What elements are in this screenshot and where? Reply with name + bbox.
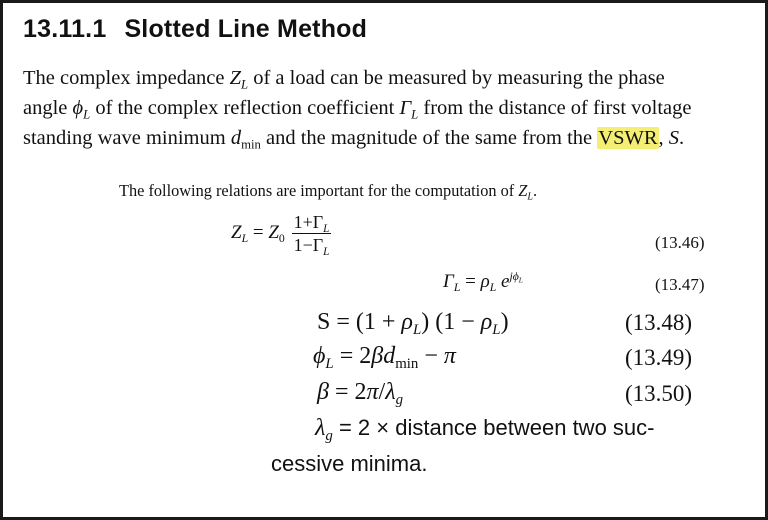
math-symbol: Z [231, 221, 242, 243]
text-run: , [658, 127, 669, 149]
body-paragraph [23, 63, 763, 153]
math-subscript: L [527, 191, 533, 203]
math-symbol: ϕ [72, 97, 84, 119]
exponent [509, 270, 522, 283]
math-subscript: L [412, 322, 422, 339]
equation-number: (13.50) [625, 381, 693, 406]
fraction-numerator [292, 211, 332, 234]
paragraph-line-2 [23, 93, 763, 123]
paragraph-line-1 [23, 63, 763, 93]
text-run: / [378, 379, 386, 405]
math-subscript: L [518, 275, 523, 285]
equation-13-49 [313, 343, 456, 373]
math-symbol: d [383, 343, 396, 369]
text-run: of the complex reflection coefficient [90, 97, 400, 119]
text-run: = 2 [328, 379, 367, 405]
math-symbol: π [443, 343, 456, 369]
math-symbol: ρ [401, 309, 413, 335]
text-run: of a load can be measured by measuring the phase [248, 67, 665, 89]
math-symbol: π [366, 379, 379, 405]
math-symbol: λ [315, 415, 326, 441]
lambda-definition [315, 415, 655, 445]
math-subscript: L [83, 107, 91, 122]
section-title: Slotted Line Method [124, 15, 368, 43]
paragraph-line-3 [23, 123, 763, 153]
fraction [292, 211, 332, 256]
math-symbol: β [317, 379, 329, 405]
math-subscript: L [492, 322, 501, 339]
highlighted-term: VSWR [598, 127, 658, 149]
math-symbol: d [230, 127, 242, 149]
fraction-denominator [292, 234, 332, 256]
math-symbol: S [668, 127, 680, 149]
text-run: angle [23, 97, 73, 119]
intro-sentence [119, 181, 537, 201]
math-symbol: Γ [399, 97, 412, 119]
text-run: The following relations are important for the computation of [119, 181, 519, 200]
math-symbol: Z [229, 67, 242, 89]
text-run: = 2 × distance between two suc- [332, 415, 655, 440]
math-symbol: λ [385, 379, 396, 405]
math-subscript: 0 [278, 231, 285, 245]
math-symbol: ρ [480, 309, 493, 335]
math-subscript: g [395, 392, 404, 409]
math-subscript: min [241, 137, 261, 152]
math-subscript: L [241, 231, 249, 245]
math-subscript: L [323, 245, 330, 258]
math-subscript: L [453, 281, 461, 295]
exponent-text: jϕ [509, 269, 519, 283]
math-symbol: ρ [480, 271, 490, 292]
math-subscript: min [395, 356, 419, 373]
equation-number: (13.46) [655, 233, 705, 252]
text-run: and the magnitude of the same from the [260, 127, 598, 149]
equation-number: (13.49) [625, 345, 693, 370]
math-subscript: L [411, 107, 419, 122]
equation-number: (13.47) [655, 275, 705, 294]
math-subscript: g [325, 428, 333, 445]
text-run: − [418, 343, 444, 369]
numerator-text: 1+Γ [293, 212, 324, 232]
text-run: from the distance of first voltage [418, 97, 692, 119]
equation-13-50 [317, 379, 404, 409]
equals-sign: = [248, 221, 269, 243]
section-number: 13.11.1 [23, 15, 107, 43]
equals-sign: = [460, 271, 481, 292]
text-run: standing wave minimum [23, 127, 231, 149]
math-symbol: β [371, 343, 384, 369]
text-run: ) (1 − [421, 309, 481, 335]
math-symbol: Z [518, 181, 528, 200]
denominator-text: 1−Γ [293, 235, 324, 255]
text-run: . [533, 181, 538, 200]
text-run: The complex impedance [23, 67, 230, 89]
math-symbol: Z [268, 221, 279, 243]
math-subscript: L [241, 77, 249, 92]
continuation-text: cessive minima. [271, 451, 428, 476]
text-run: S = (1 + [317, 309, 402, 335]
equation-13-47 [443, 271, 523, 293]
math-subscript: L [323, 222, 330, 235]
math-symbol: e [496, 271, 510, 292]
text-run: . [679, 127, 685, 149]
section-heading [23, 15, 367, 44]
text-run: ) [500, 309, 509, 335]
math-symbol: ϕ [313, 343, 326, 369]
math-subscript: L [325, 356, 334, 373]
equation-13-48 [317, 309, 509, 339]
math-symbol: Γ [443, 271, 454, 292]
math-subscript: L [489, 281, 497, 295]
equation-13-46 [231, 211, 331, 256]
text-run: = 2 [333, 343, 372, 369]
equation-number: (13.48) [625, 310, 693, 335]
